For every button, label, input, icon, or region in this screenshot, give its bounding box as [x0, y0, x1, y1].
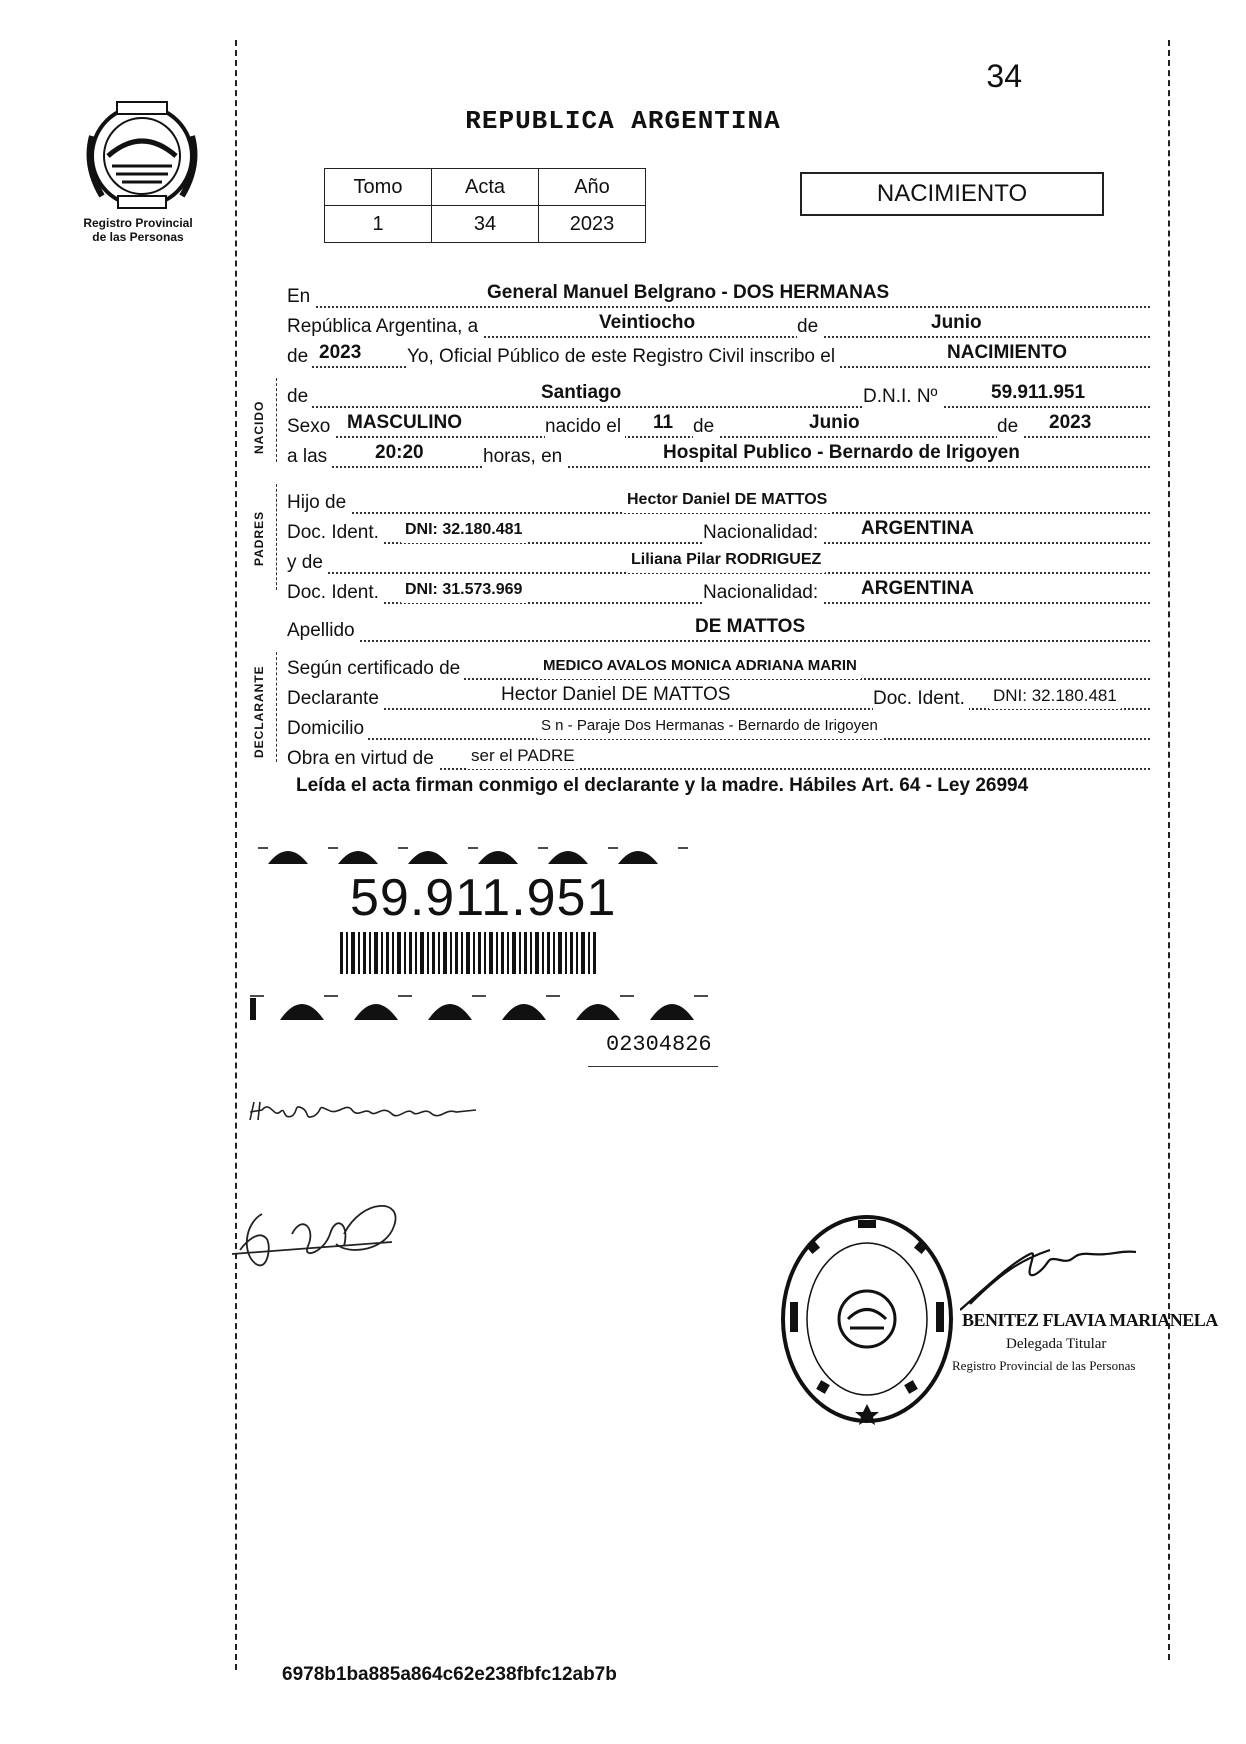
handwritten-name-signature — [246, 1090, 486, 1139]
official-role: Delegada Titular — [1006, 1336, 1107, 1352]
row-nacido-time: a las 20:20 horas, en Hospital Publico - Bernardo de Irigoyen — [287, 444, 1150, 470]
mother-signature — [232, 1194, 422, 1289]
row-cert: Según certificado de MEDICO AVALOS MONICA ADRIANA MARIN — [287, 656, 1150, 682]
logo-caption: Registro Provincial de las Personas — [83, 216, 193, 244]
section-label-nacido: NACIDO — [252, 400, 266, 454]
row-father: Hijo de Hector Daniel DE MATTOS — [287, 490, 1150, 516]
row-obra: Obra en virtud de ser el PADRE — [287, 746, 1150, 772]
row-mother-doc: Doc. Ident. DNI: 31.573.969 Nacionalidad: ARGENTINA — [287, 580, 1150, 606]
row-domicilio: Domicilio S n - Paraje Dos Hermanas - Bernardo de Irigoyen — [287, 716, 1150, 742]
table-header-acta: Acta — [432, 169, 539, 206]
row-mother: y de Liliana Pilar RODRIGUEZ — [287, 550, 1150, 576]
document-hash: 6978b1ba885a864c62e238fbfc12ab7b — [282, 1664, 617, 1685]
row-father-doc: Doc. Ident. DNI: 32.180.481 Nacionalidad: ARGENTINA — [287, 520, 1150, 546]
official-org: Registro Provincial de las Personas — [952, 1358, 1136, 1373]
page-number: 34 — [986, 58, 1022, 94]
barcode — [338, 930, 598, 981]
registry-table — [324, 168, 646, 243]
row-apellido: Apellido DE MATTOS — [287, 618, 1150, 644]
dni-stamp-number: 59.911.951 — [350, 869, 617, 927]
row-nacido-sex: Sexo MASCULINO nacido el 11 de Junio de 2023 — [287, 414, 1150, 440]
section-label-declarante: DECLARANTE — [252, 665, 266, 758]
table-value-acta: 34 — [432, 206, 539, 243]
page-title: REPUBLICA ARGENTINA — [465, 106, 781, 136]
stamp-ornament-bottom — [250, 984, 710, 1027]
row-inscribe: de 2023 Yo, Oficial Público de este Registro Civil inscribo el NACIMIENTO — [287, 344, 1150, 370]
table-value-tomo: 1 — [325, 206, 432, 243]
table-header-tomo: Tomo — [325, 169, 432, 206]
row-declarante: Declarante Hector Daniel DE MATTOS Doc. Ident. DNI: 32.180.481 — [287, 686, 1150, 712]
serial-underline — [588, 1066, 718, 1067]
row-place: En General Manuel Belgrano - DOS HERMANAS — [287, 284, 1150, 310]
row-nacido-name: de Santiago D.N.I. Nº 59.911.951 — [287, 384, 1150, 410]
left-margin-line — [235, 40, 237, 1670]
act-type-box: NACIMIENTO — [800, 172, 1104, 216]
right-margin-line — [1168, 40, 1170, 1660]
table-value-anio: 2023 — [539, 206, 646, 243]
stamp-serial: 02304826 — [606, 1032, 712, 1057]
province-logo — [82, 96, 202, 221]
place-value: General Manuel Belgrano - DOS HERMANAS — [483, 280, 893, 306]
section-label-padres: PADRES — [252, 510, 266, 566]
closing-text: Leída el acta firman conmigo el declarante y la madre. Hábiles Art. 64 - Ley 26994 — [296, 775, 1029, 796]
official-name: BENITEZ FLAVIA MARIANELA — [962, 1310, 1218, 1330]
row-date: República Argentina, a Veintiocho de Junio — [287, 314, 1150, 340]
table-header-anio: Año — [539, 169, 646, 206]
official-signature — [960, 1234, 1140, 1319]
official-seal — [778, 1212, 956, 1431]
